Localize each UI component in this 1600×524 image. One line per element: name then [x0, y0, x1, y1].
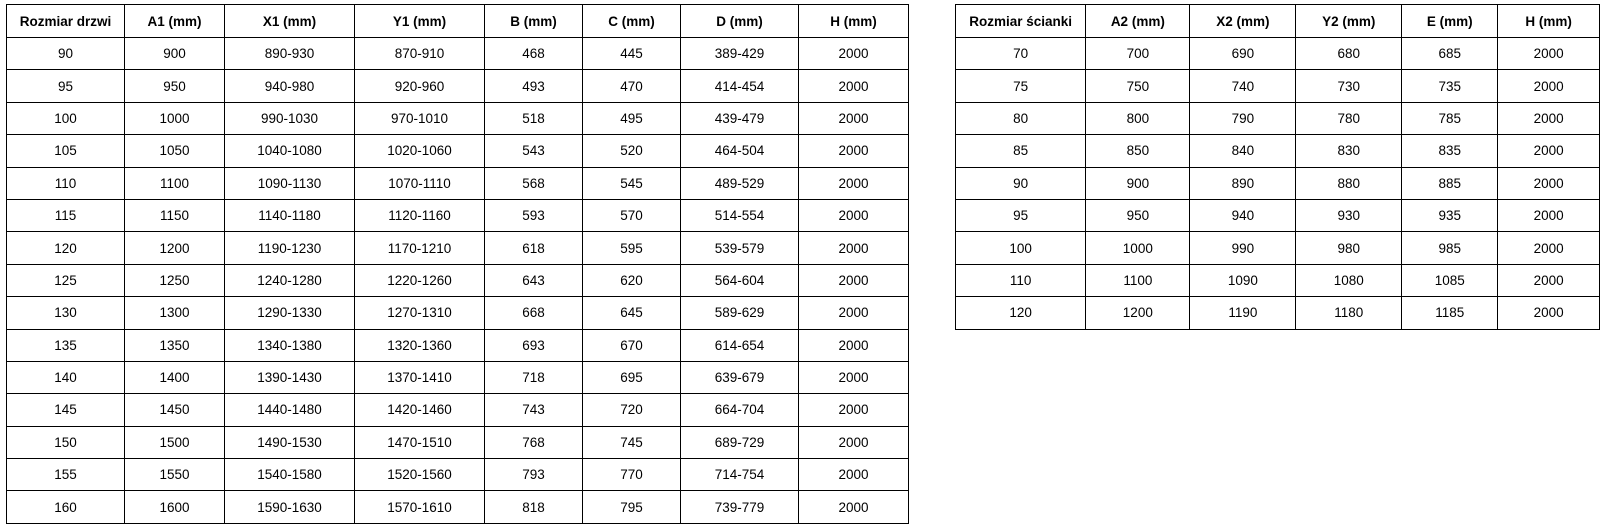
table-cell: 1370-1410: [355, 361, 485, 393]
table-cell: 745: [583, 426, 681, 458]
table-cell: 739-779: [681, 491, 799, 523]
table-cell: 389-429: [681, 38, 799, 70]
table-cell: 1100: [125, 167, 225, 199]
table-cell: 125: [7, 264, 125, 296]
column-header: X2 (mm): [1190, 5, 1296, 38]
column-header: Rozmiar ścianki: [956, 5, 1086, 38]
column-header: C (mm): [583, 5, 681, 38]
table-cell: 593: [485, 199, 583, 231]
table-cell: 1190-1230: [225, 232, 355, 264]
table-cell: 1350: [125, 329, 225, 361]
table-cell: 470: [583, 70, 681, 102]
column-header: E (mm): [1402, 5, 1498, 38]
table-cell: 835: [1402, 135, 1498, 167]
table-cell: 2000: [799, 297, 909, 329]
doors-table-header: [7, 5, 909, 38]
table-cell: 2000: [799, 426, 909, 458]
table-row: [7, 70, 909, 102]
table-cell: 1450: [125, 394, 225, 426]
table-cell: 830: [1296, 135, 1402, 167]
table-cell: 780: [1296, 102, 1402, 134]
table-cell: 700: [1086, 38, 1190, 70]
table-cell: 110: [7, 167, 125, 199]
table-cell: 543: [485, 135, 583, 167]
table-row: [7, 232, 909, 264]
column-header: H (mm): [799, 5, 909, 38]
table-cell: 940: [1190, 199, 1296, 231]
table-cell: 2000: [799, 491, 909, 523]
table-cell: 140: [7, 361, 125, 393]
table-row: [7, 297, 909, 329]
table-cell: 150: [7, 426, 125, 458]
table-cell: 495: [583, 102, 681, 134]
column-header: Rozmiar drzwi: [7, 5, 125, 38]
table-cell: 1420-1460: [355, 394, 485, 426]
table-cell: 2000: [799, 361, 909, 393]
table-cell: 900: [1086, 167, 1190, 199]
table-cell: 618: [485, 232, 583, 264]
table-cell: 818: [485, 491, 583, 523]
table-cell: 695: [583, 361, 681, 393]
table-cell: 2000: [1498, 167, 1600, 199]
table-cell: 2000: [799, 70, 909, 102]
table-cell: 1220-1260: [355, 264, 485, 296]
table-cell: 790: [1190, 102, 1296, 134]
table-cell: 890: [1190, 167, 1296, 199]
table-row: [956, 199, 1600, 231]
table-cell: 568: [485, 167, 583, 199]
table-cell: 1300: [125, 297, 225, 329]
table-cell: 1185: [1402, 297, 1498, 329]
table-cell: 1250: [125, 264, 225, 296]
table-cell: 685: [1402, 38, 1498, 70]
table-cell: 1590-1630: [225, 491, 355, 523]
table-cell: 840: [1190, 135, 1296, 167]
table-cell: 155: [7, 459, 125, 491]
table-row: [7, 459, 909, 491]
table-row: [956, 264, 1600, 296]
table-cell: 645: [583, 297, 681, 329]
table-cell: 545: [583, 167, 681, 199]
table-cell: 85: [956, 135, 1086, 167]
table-cell: 950: [125, 70, 225, 102]
table-cell: 120: [956, 297, 1086, 329]
table-cell: 70: [956, 38, 1086, 70]
table-cell: 564-604: [681, 264, 799, 296]
table-cell: 439-479: [681, 102, 799, 134]
table-cell: 120: [7, 232, 125, 264]
table-cell: 130: [7, 297, 125, 329]
table-cell: 1000: [125, 102, 225, 134]
table-cell: 750: [1086, 70, 1190, 102]
table-cell: 890-930: [225, 38, 355, 70]
table-cell: 793: [485, 459, 583, 491]
table-cell: 464-504: [681, 135, 799, 167]
table-cell: 990-1030: [225, 102, 355, 134]
table-cell: 1090: [1190, 264, 1296, 296]
table-cell: 1050: [125, 135, 225, 167]
table-cell: 2000: [1498, 135, 1600, 167]
table-cell: 2000: [799, 394, 909, 426]
table-cell: 95: [7, 70, 125, 102]
table-row: [956, 102, 1600, 134]
table-cell: 2000: [799, 199, 909, 231]
table-cell: 900: [125, 38, 225, 70]
walls-table-container: [955, 4, 1600, 330]
table-cell: 1500: [125, 426, 225, 458]
table-header-row: [956, 5, 1600, 38]
column-header: B (mm): [485, 5, 583, 38]
table-cell: 1200: [125, 232, 225, 264]
table-cell: 770: [583, 459, 681, 491]
table-cell: 795: [583, 491, 681, 523]
table-cell: 1190: [1190, 297, 1296, 329]
table-cell: 743: [485, 394, 583, 426]
table-row: [956, 297, 1600, 329]
table-cell: 1600: [125, 491, 225, 523]
table-cell: 940-980: [225, 70, 355, 102]
table-cell: 1320-1360: [355, 329, 485, 361]
table-cell: 689-729: [681, 426, 799, 458]
table-cell: 1520-1560: [355, 459, 485, 491]
table-cell: 1180: [1296, 297, 1402, 329]
table-cell: 1085: [1402, 264, 1498, 296]
table-cell: 2000: [799, 329, 909, 361]
table-row: [7, 264, 909, 296]
table-cell: 930: [1296, 199, 1402, 231]
table-cell: 643: [485, 264, 583, 296]
table-cell: 1490-1530: [225, 426, 355, 458]
table-cell: 145: [7, 394, 125, 426]
table-cell: 920-960: [355, 70, 485, 102]
walls-table-header: [956, 5, 1600, 38]
table-cell: 1170-1210: [355, 232, 485, 264]
table-row: [956, 70, 1600, 102]
table-row: [7, 102, 909, 134]
doors-dimensions-table: [6, 4, 909, 524]
table-row: [956, 232, 1600, 264]
table-cell: 100: [956, 232, 1086, 264]
table-cell: 2000: [1498, 70, 1600, 102]
table-cell: 1020-1060: [355, 135, 485, 167]
table-row: [956, 135, 1600, 167]
table-row: [7, 426, 909, 458]
table-row: [7, 38, 909, 70]
table-cell: 690: [1190, 38, 1296, 70]
table-row: [7, 135, 909, 167]
table-cell: 950: [1086, 199, 1190, 231]
table-cell: 680: [1296, 38, 1402, 70]
table-cell: 1240-1280: [225, 264, 355, 296]
table-cell: 1550: [125, 459, 225, 491]
table-cell: 160: [7, 491, 125, 523]
column-header: D (mm): [681, 5, 799, 38]
column-header: X1 (mm): [225, 5, 355, 38]
table-cell: 2000: [799, 459, 909, 491]
table-cell: 735: [1402, 70, 1498, 102]
table-cell: 2000: [799, 135, 909, 167]
table-cell: 1200: [1086, 297, 1190, 329]
table-cell: 1150: [125, 199, 225, 231]
table-cell: 520: [583, 135, 681, 167]
table-cell: 985: [1402, 232, 1498, 264]
table-cell: 493: [485, 70, 583, 102]
table-cell: 2000: [1498, 38, 1600, 70]
table-cell: 2000: [799, 38, 909, 70]
table-cell: 1090-1130: [225, 167, 355, 199]
table-cell: 1570-1610: [355, 491, 485, 523]
table-cell: 445: [583, 38, 681, 70]
table-cell: 1140-1180: [225, 199, 355, 231]
table-cell: 2000: [799, 264, 909, 296]
table-cell: 1400: [125, 361, 225, 393]
table-cell: 1440-1480: [225, 394, 355, 426]
table-cell: 664-704: [681, 394, 799, 426]
table-cell: 990: [1190, 232, 1296, 264]
table-cell: 1040-1080: [225, 135, 355, 167]
table-cell: 693: [485, 329, 583, 361]
table-cell: 768: [485, 426, 583, 458]
table-cell: 2000: [1498, 102, 1600, 134]
table-cell: 489-529: [681, 167, 799, 199]
table-cell: 105: [7, 135, 125, 167]
table-cell: 2000: [1498, 297, 1600, 329]
table-cell: 1390-1430: [225, 361, 355, 393]
table-cell: 720: [583, 394, 681, 426]
column-header: Y2 (mm): [1296, 5, 1402, 38]
table-cell: 570: [583, 199, 681, 231]
column-header: H (mm): [1498, 5, 1600, 38]
table-cell: 2000: [799, 167, 909, 199]
doors-table-body: [7, 38, 909, 524]
table-header-row: [7, 5, 909, 38]
table-cell: 589-629: [681, 297, 799, 329]
table-cell: 1540-1580: [225, 459, 355, 491]
table-cell: 880: [1296, 167, 1402, 199]
table-cell: 2000: [1498, 199, 1600, 231]
table-cell: 970-1010: [355, 102, 485, 134]
table-row: [956, 167, 1600, 199]
table-cell: 95: [956, 199, 1086, 231]
table-cell: 468: [485, 38, 583, 70]
walls-dimensions-table: [955, 4, 1600, 330]
table-cell: 135: [7, 329, 125, 361]
table-row: [7, 394, 909, 426]
table-cell: 1070-1110: [355, 167, 485, 199]
table-cell: 539-579: [681, 232, 799, 264]
table-row: [956, 38, 1600, 70]
table-cell: 115: [7, 199, 125, 231]
column-header: A2 (mm): [1086, 5, 1190, 38]
table-cell: 595: [583, 232, 681, 264]
table-cell: 1340-1380: [225, 329, 355, 361]
table-cell: 1100: [1086, 264, 1190, 296]
table-cell: 718: [485, 361, 583, 393]
walls-table-body: [956, 38, 1600, 330]
table-cell: 1290-1330: [225, 297, 355, 329]
doors-table-container: [6, 4, 909, 524]
table-cell: 639-679: [681, 361, 799, 393]
table-cell: 1470-1510: [355, 426, 485, 458]
table-cell: 980: [1296, 232, 1402, 264]
table-cell: 1120-1160: [355, 199, 485, 231]
table-cell: 2000: [799, 232, 909, 264]
table-cell: 90: [7, 38, 125, 70]
table-row: [7, 491, 909, 523]
table-cell: 100: [7, 102, 125, 134]
table-row: [7, 199, 909, 231]
table-cell: 75: [956, 70, 1086, 102]
table-cell: 110: [956, 264, 1086, 296]
column-header: Y1 (mm): [355, 5, 485, 38]
table-cell: 1000: [1086, 232, 1190, 264]
table-cell: 2000: [1498, 264, 1600, 296]
table-cell: 90: [956, 167, 1086, 199]
table-cell: 414-454: [681, 70, 799, 102]
table-cell: 80: [956, 102, 1086, 134]
table-cell: 668: [485, 297, 583, 329]
table-row: [7, 329, 909, 361]
table-cell: 2000: [1498, 232, 1600, 264]
table-cell: 670: [583, 329, 681, 361]
table-cell: 850: [1086, 135, 1190, 167]
table-cell: 714-754: [681, 459, 799, 491]
table-cell: 1080: [1296, 264, 1402, 296]
column-header: A1 (mm): [125, 5, 225, 38]
table-cell: 620: [583, 264, 681, 296]
table-cell: 518: [485, 102, 583, 134]
table-cell: 2000: [799, 102, 909, 134]
table-cell: 514-554: [681, 199, 799, 231]
table-cell: 800: [1086, 102, 1190, 134]
table-cell: 614-654: [681, 329, 799, 361]
table-row: [7, 167, 909, 199]
table-cell: 740: [1190, 70, 1296, 102]
table-cell: 785: [1402, 102, 1498, 134]
table-cell: 935: [1402, 199, 1498, 231]
table-cell: 730: [1296, 70, 1402, 102]
table-cell: 1270-1310: [355, 297, 485, 329]
table-row: [7, 361, 909, 393]
table-cell: 870-910: [355, 38, 485, 70]
table-cell: 885: [1402, 167, 1498, 199]
